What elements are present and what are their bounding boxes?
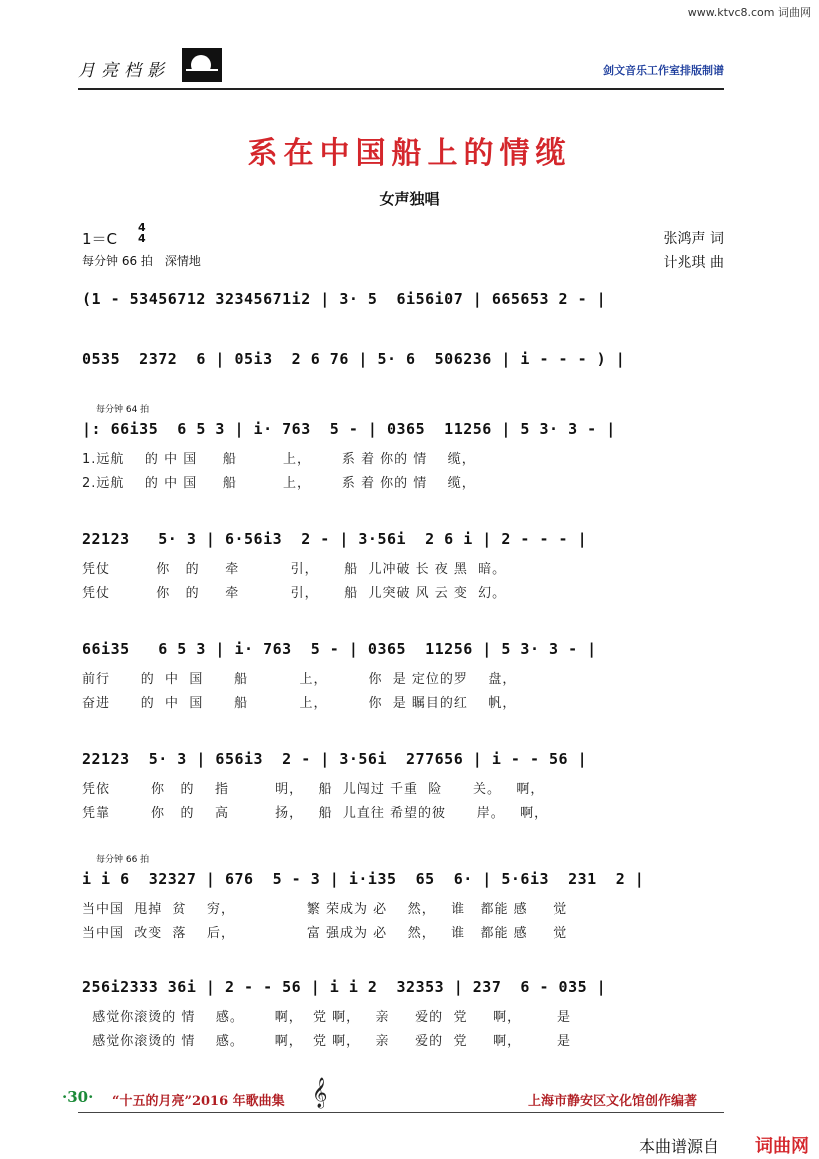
lyric-line-4a: 凭依 你 的 指 明， 船 儿闯过 千重 险 关。 啊， [82, 782, 545, 797]
footer-divider [78, 1112, 724, 1113]
lyric-line-3b: 奋进 的 中 国 船 上， 你 是 瞩目的红 帆， [82, 696, 517, 711]
lyricist-credit: 张鸿声 词 [663, 231, 724, 247]
lyric-line-2a: 凭仗 你 的 牵 引， 船 儿冲破 长 夜 黑 暗。 [82, 562, 507, 577]
source-site-link[interactable]: 词曲网 [755, 1136, 809, 1157]
header-divider [78, 88, 724, 90]
meter-top: 4 [138, 221, 146, 234]
tempo-marking-2: 每分钟 64 拍 [96, 405, 150, 415]
score-line-1: |: 66i35 6 5 3 | i· 763 5 - | 0365 11256 | 5 3· 3 - | [82, 420, 616, 438]
moon-logo-icon [182, 48, 222, 82]
lyric-line-1a: 1.远航 的 中 国 船 上， 系 着 你的 情 缆， [82, 452, 476, 467]
lyric-line-3a: 前行 的 中 国 船 上， 你 是 定位的罗 盘， [82, 672, 517, 687]
score-line-4: 22123 5· 3 | 656i3 2 - | 3·56i 277656 | i - - 56 | [82, 750, 588, 768]
key-signature: 1＝C [82, 230, 118, 248]
song-subtitle: 女声独唱 [379, 190, 440, 208]
source-label: 本曲谱源自 [638, 1137, 719, 1156]
score-line-6: 256i2333 36i | 2 - - 56 | i i 2 32353 | 237 6 - 035 | [82, 978, 607, 996]
tempo-marking-3: 每分钟 66 拍 [96, 855, 150, 865]
lyric-line-6b: 感觉你滚烫的 情 感。 啊， 党 啊， 亲 爱的 党 啊， 是 [82, 1034, 572, 1049]
meter-bottom: 4 [138, 232, 146, 245]
score-line-intro-2: 0535 2372 6 | 05i3 2 6 76 | 5· 6 506236 | i - - - ) | [82, 350, 626, 368]
score-line-intro-1: (1 - 53456712 32345671i2 | 3· 5 6i56i07 | 665653 2 - | [82, 290, 607, 308]
studio-credit: 剑文音乐工作室排版制谱 [603, 64, 724, 77]
collection-title: “十五的月亮”2016 年歌曲集 [112, 1094, 285, 1109]
lyric-line-6a: 感觉你滚烫的 情 感。 啊， 党 啊， 亲 爱的 党 啊， 是 [82, 1010, 572, 1025]
brand-logo-text: 月亮档影 [78, 61, 170, 81]
page-number: ·30· [62, 1088, 94, 1106]
score-line-3: 66i35 6 5 3 | i· 763 5 - | 0365 11256 | 5 3· 3 - | [82, 640, 597, 658]
lyric-line-5b: 当中国 改变 落 后， 富 强成为 必 然， 谁 都能 感 觉 [82, 926, 568, 941]
treble-clef-icon: 𝄞 [312, 1078, 328, 1108]
song-title: 系在中国船上的情缆 [247, 136, 572, 171]
tempo-marking: 每分钟 66 拍 深情地 [82, 254, 201, 268]
publisher-credit: 上海市静安区文化馆创作编著 [527, 1094, 697, 1109]
time-signature [138, 222, 146, 244]
lyric-line-4b: 凭靠 你 的 高 扬， 船 儿直往 希望的彼 岸。 啊， [82, 806, 549, 821]
lyric-line-2b: 凭仗 你 的 牵 引， 船 儿突破 风 云 变 幻。 [82, 586, 507, 601]
lyric-line-1b: 2.远航 的 中 国 船 上， 系 着 你的 情 缆， [82, 476, 476, 491]
lyric-line-5a: 当中国 甩掉 贫 穷， 繁 荣成为 必 然， 谁 都能 感 觉 [82, 902, 568, 917]
score-line-2: 22123 5· 3 | 6·56i3 2 - | 3·56i 2 6 i | 2 - - - | [82, 530, 588, 548]
composer-credit: 计兆琪 曲 [663, 255, 724, 271]
watermark-text: www.ktvc8.com 词曲网 [687, 6, 811, 19]
score-line-5: i i 6 32327 | 676 5 - 3 | i·i35 65 6· | 5·6i3 231 2 | [82, 870, 645, 888]
